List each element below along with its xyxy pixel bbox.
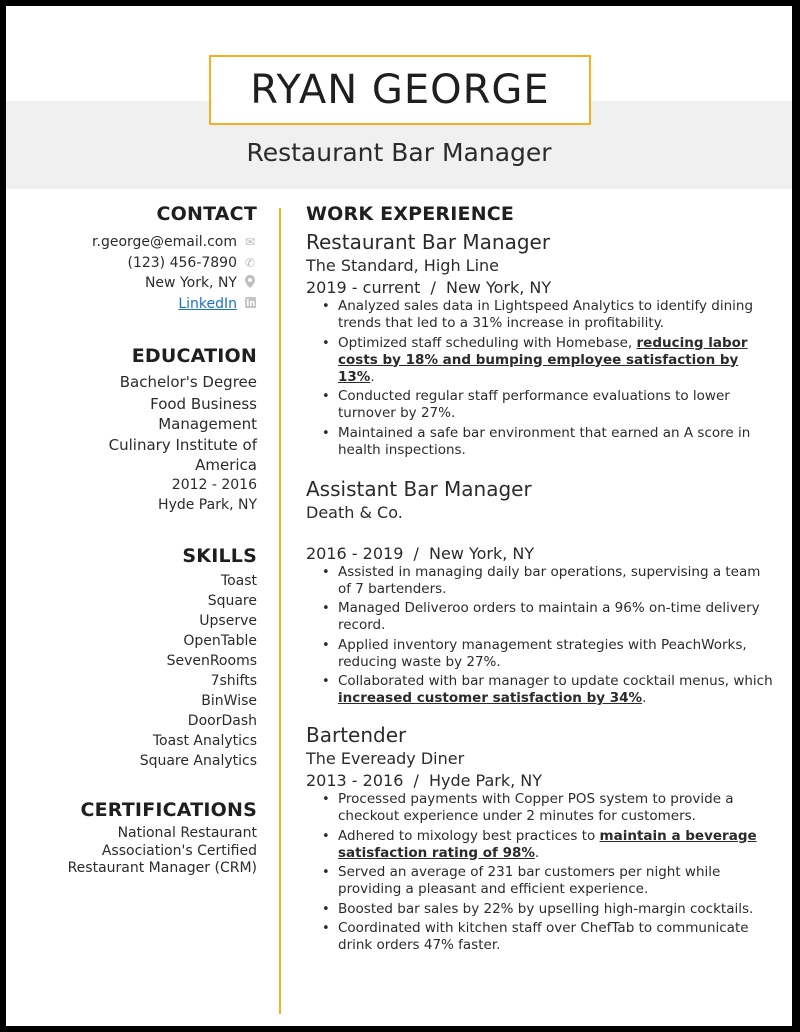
envelope-icon: ✉ (244, 235, 256, 250)
skill-item: Toast Analytics (152, 733, 257, 749)
skill-item: DoorDash (187, 713, 257, 729)
email-text: r.george@email.com (92, 234, 237, 251)
job-location: New York, NY (428, 543, 535, 563)
skill-item: Upserve (199, 613, 257, 629)
linkedin-icon (243, 297, 257, 311)
contact-heading: CONTACT (156, 203, 257, 225)
bullet-item: • Served an average of 231 bar customers per night while providing a pleasant and efficient experience. (338, 864, 776, 898)
job-dates-location (306, 277, 776, 298)
bullet-item: • Analyzed sales data in Lightspeed Analytics to identify dining trends that led to a 31% increase in profitability. (338, 298, 776, 332)
job-dates: 2019 - current (306, 278, 421, 297)
job-entry (306, 229, 776, 459)
bullet-item: • Conducted regular staff performance evaluations to lower turnover by 27%. (338, 388, 776, 422)
bullet-item: • Managed Deliveroo orders to maintain a 96% on-time delivery record. (338, 600, 776, 634)
education-years: 2012 - 2016 (171, 477, 257, 493)
company-name: The Standard, High Line (306, 256, 500, 275)
location-text: New York, NY (144, 275, 237, 292)
separator: / (413, 543, 419, 563)
right-column (306, 203, 776, 957)
education-section (6, 345, 257, 515)
bullet-item: • Maintained a safe bar environment that earned an A score in health inspections. (338, 425, 776, 459)
column-divider (279, 208, 281, 1014)
job-title-header: Restaurant Bar Manager (246, 138, 552, 167)
major-line-1: Food Business (150, 395, 257, 413)
bullet-item: • Collaborated with bar manager to update cocktail menus, which increased customer satisfaction by 34%. (338, 673, 776, 707)
bullet-item: • Processed payments with Copper POS system to provide a checkout experience under 2 minutes for customers. (338, 791, 776, 825)
job-dates-location (306, 543, 776, 564)
skill-item: SevenRooms (166, 653, 257, 669)
skill-item: BinWise (201, 693, 257, 709)
email-row (6, 232, 257, 253)
skills-heading: SKILLS (182, 545, 257, 567)
resume-page (6, 6, 792, 1026)
certifications-heading: CERTIFICATIONS (80, 799, 257, 821)
skill-item: Square Analytics (139, 753, 257, 769)
school-line-2: America (195, 456, 257, 474)
skills-section (6, 545, 257, 771)
location-pin-icon (243, 275, 257, 291)
phone-icon: ✆ (244, 255, 256, 270)
location-row (6, 273, 257, 294)
contact-section (6, 203, 257, 314)
company-name: Death & Co. (306, 502, 403, 522)
phone-row (6, 253, 257, 274)
bullet-item: • Assisted in managing daily bar operations, supervising a team of 7 bartenders. (338, 564, 776, 598)
skill-item: OpenTable (183, 633, 257, 649)
certifications-section (6, 799, 257, 878)
highlight-text: maintain a beverage satisfaction rating of 98% (338, 827, 757, 861)
certification-line: Association's Certified (101, 842, 257, 859)
certification-line: National Restaurant (117, 825, 257, 841)
separator: / (430, 278, 436, 297)
left-column (6, 203, 257, 878)
job-title: Bartender (306, 723, 407, 747)
job-bullets (306, 564, 776, 708)
job-dates: 2013 - 2016 (306, 771, 404, 790)
work-experience-heading: WORK EXPERIENCE (306, 203, 515, 225)
candidate-name: RYAN GEORGE (209, 55, 591, 125)
major-line-2: Management (158, 415, 257, 433)
skill-item: Square (207, 593, 257, 609)
job-dates-location (306, 770, 776, 791)
skill-item: Toast (220, 573, 257, 589)
bullet-item: • Adhered to mixology best practices to maintain a beverage satisfaction rating of 98%. (338, 828, 776, 862)
education-location: Hyde Park, NY (158, 497, 257, 513)
bullet-item: • Applied inventory management strategies with PeachWorks, reducing waste by 27%. (338, 637, 776, 671)
school-line-1: Culinary Institute of (108, 436, 257, 454)
job-entry (306, 722, 776, 954)
linkedin-row (6, 294, 257, 315)
phone-text: (123) 456-7890 (127, 254, 237, 271)
highlight-text: increased customer satisfaction by 34% (338, 690, 643, 706)
certification-line: Restaurant Manager (CRM) (67, 860, 257, 876)
bullet-item: • Boosted bar sales by 22% by upselling high-margin cocktails. (338, 901, 776, 918)
job-bullets (306, 791, 776, 954)
job-location: Hyde Park, NY (428, 771, 543, 790)
education-heading: EDUCATION (131, 345, 257, 367)
linkedin-link[interactable]: LinkedIn (178, 295, 237, 312)
job-entry (306, 476, 776, 708)
job-title: Assistant Bar Manager (306, 476, 532, 501)
bullet-item: • Optimized staff scheduling with Homebase, reducing labor costs by 18% and bumping employee satisfaction by 13%. (338, 335, 776, 386)
company-name: The Eveready Diner (306, 749, 465, 768)
degree: Bachelor's Degree (119, 373, 257, 391)
job-location: New York, NY (445, 278, 552, 297)
highlight-text: reducing labor costs by 18% and bumping employee satisfaction by 13% (338, 334, 748, 385)
skill-item: 7shifts (210, 673, 257, 689)
job-title: Restaurant Bar Manager (306, 230, 551, 254)
job-bullets (306, 298, 776, 459)
separator: / (413, 771, 419, 790)
job-dates: 2016 - 2019 (306, 543, 404, 563)
bullet-item: • Coordinated with kitchen staff over ChefTab to communicate drink orders 47% faster. (338, 920, 776, 954)
